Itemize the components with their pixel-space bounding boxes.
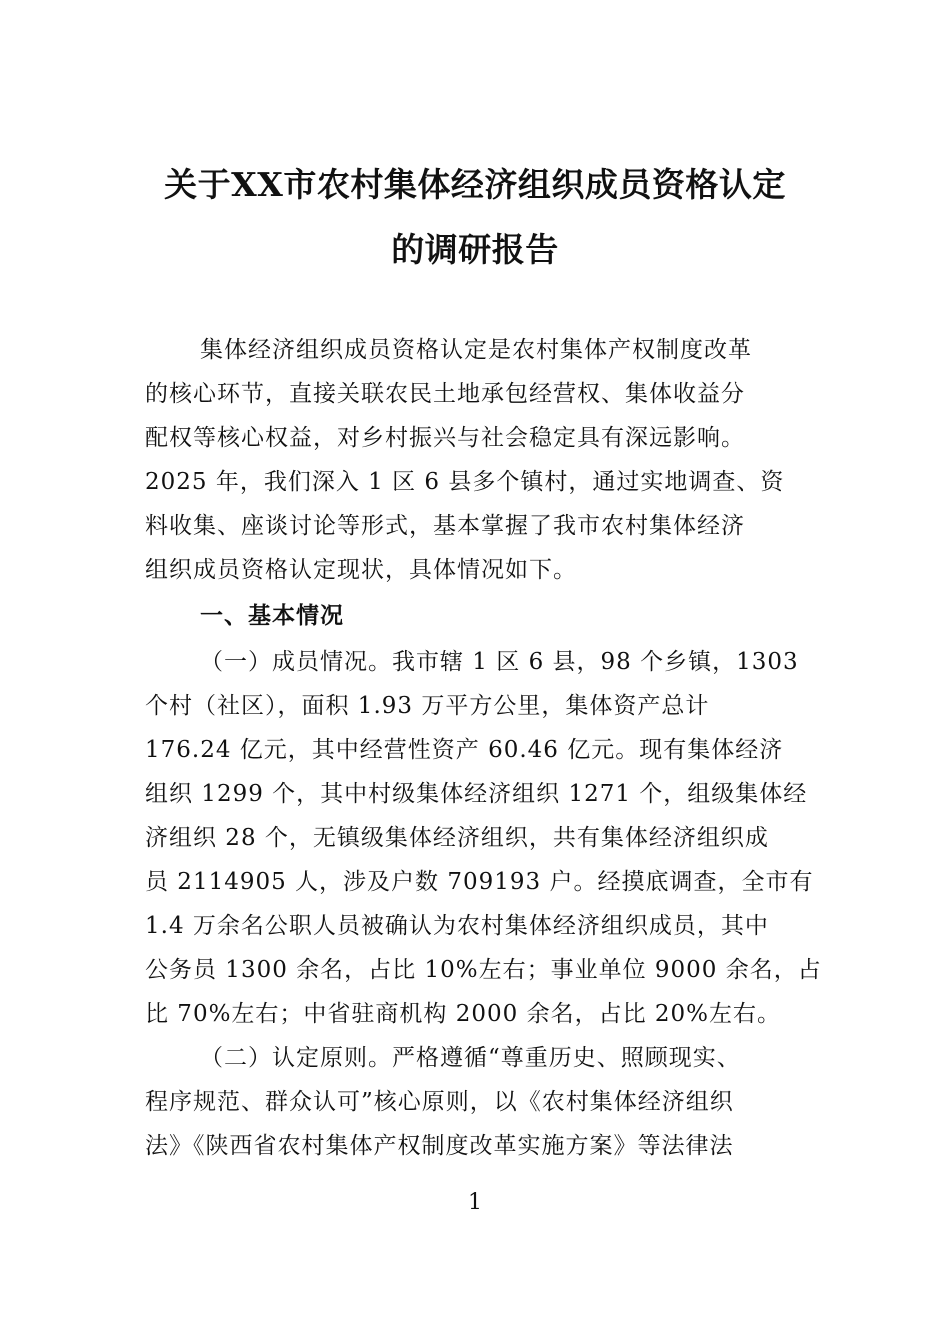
paragraph-line: 组织成员资格认定现状，具体情况如下。 — [145, 557, 577, 583]
paragraph-line: 济组织 28 个，无镇级集体经济组织，共有集体经济组织成 — [145, 825, 769, 851]
paragraph-line: 176.24 亿元，其中经营性资产 60.46 亿元。现有集体经济 — [145, 737, 784, 763]
paragraph-line: 法》《陕西省农村集体产权制度改革实施方案》等法律法 — [145, 1133, 734, 1159]
paragraph-line: 比 70%左右；中省驻商机构 2000 余名，占比 20%左右。 — [145, 1001, 782, 1027]
paragraph-line: 个村（社区），面积 1.93 万平方公里，集体资产总计 — [145, 693, 710, 719]
paragraph-line: 的核心环节，直接关联农民土地承包经营权、集体收益分 — [145, 381, 745, 407]
paragraph-line: 料收集、座谈讨论等形式，基本掌握了我市农村集体经济 — [145, 513, 745, 539]
paragraph-line: 1.4 万余名公职人员被确认为农村集体经济组织成员，其中 — [145, 913, 769, 939]
document-title-line-1: 关于XX市农村集体经济组织成员资格认定 — [164, 165, 786, 204]
page-number: 1 — [468, 1190, 482, 1215]
paragraph-line: 2025 年，我们深入 1 区 6 县多个镇村，通过实地调查、资 — [145, 469, 785, 495]
paragraph-line: 员 2114905 人，涉及户数 709193 户。经摸底调查，全市有 — [145, 869, 814, 895]
paragraph-line: 程序规范、群众认可”核心原则，以《农村集体经济组织 — [145, 1089, 734, 1115]
document-title-line-2: 的调研报告 — [391, 230, 559, 269]
paragraph-line: 集体经济组织成员资格认定是农村集体产权制度改革 — [200, 337, 752, 363]
paragraph-line: 公务员 1300 余名，占比 10%左右；事业单位 9000 余名，占 — [145, 957, 822, 983]
paragraph-line: 配权等核心权益，对乡村振兴与社会稳定具有深远影响。 — [145, 425, 745, 451]
paragraph-line: （二）认定原则。严格遵循“尊重历史、照顾现实、 — [200, 1045, 741, 1071]
section-heading: 一、基本情况 — [200, 603, 344, 629]
paragraph-line: （一）成员情况。我市辖 1 区 6 县，98 个乡镇，1303 — [200, 649, 799, 675]
paragraph-line: 组织 1299 个，其中村级集体经济组织 1271 个，组级集体经 — [145, 781, 808, 807]
